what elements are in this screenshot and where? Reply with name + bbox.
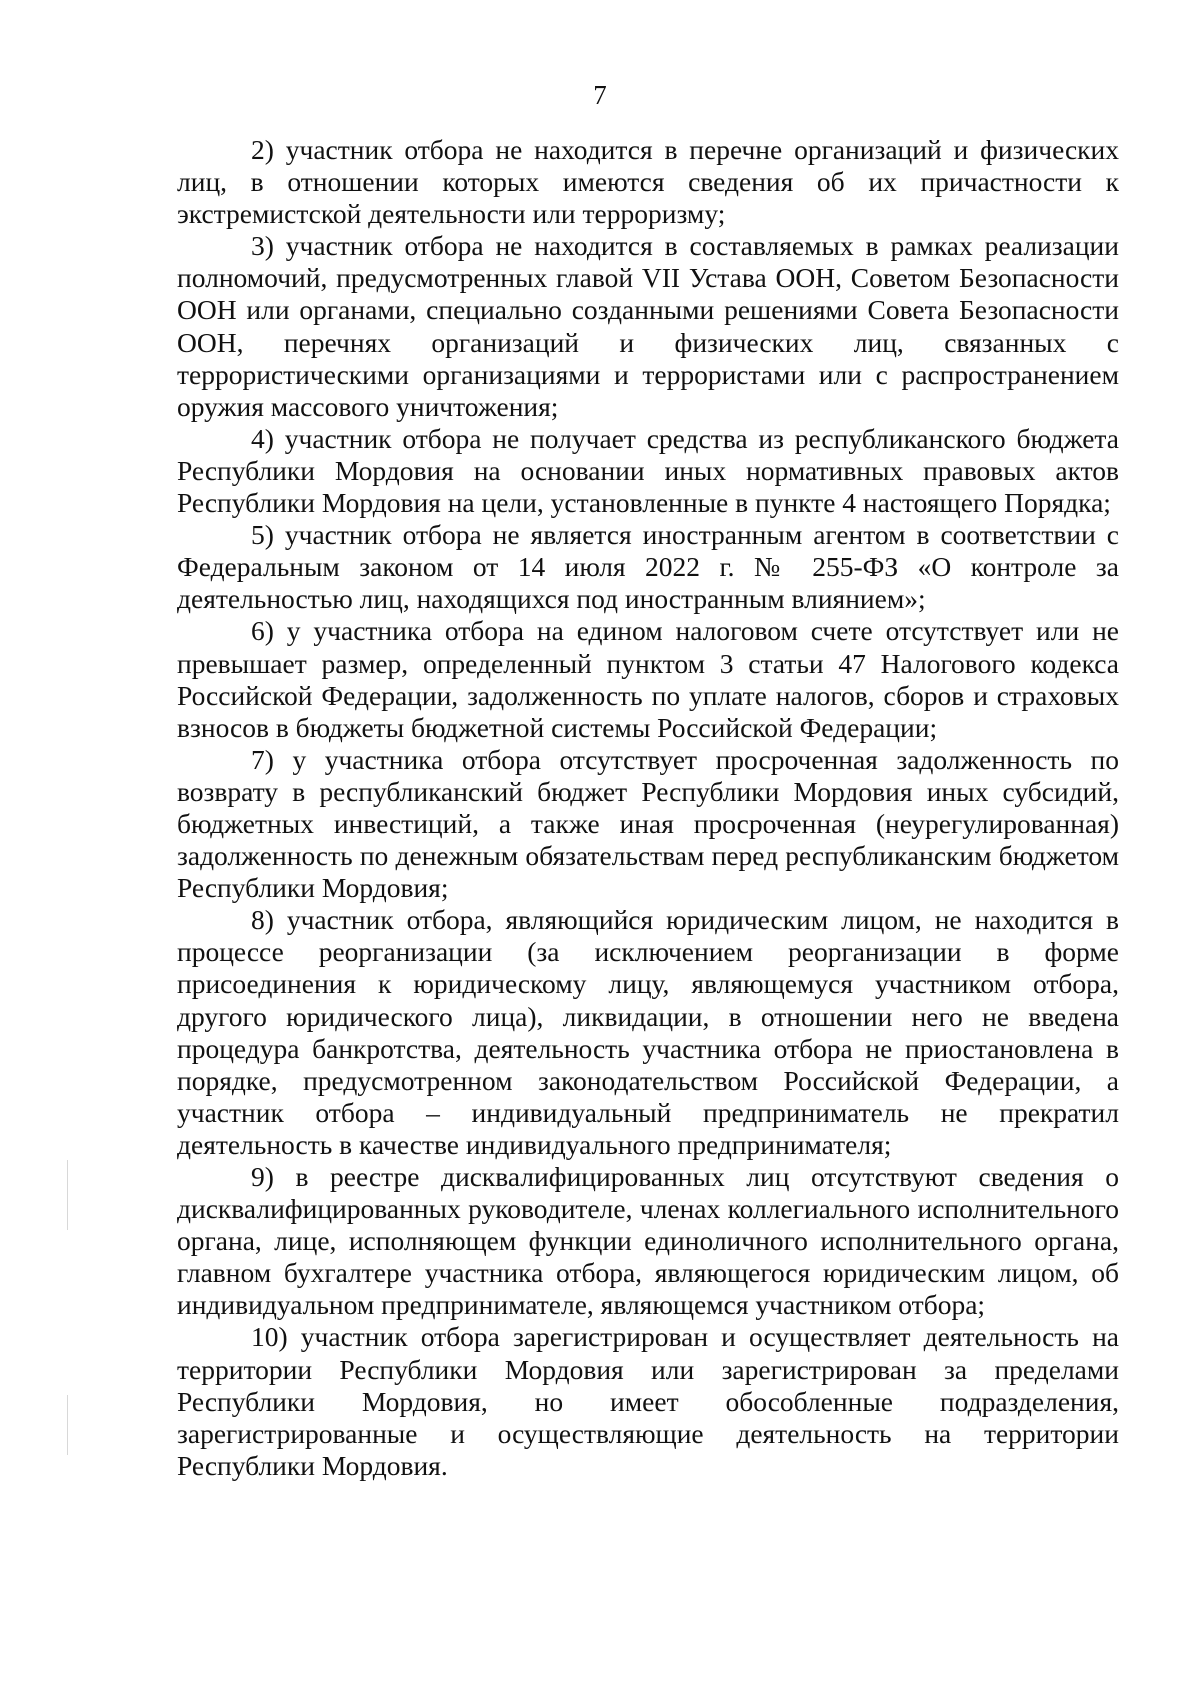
page-number: 7: [593, 80, 607, 110]
paragraph-item-5: 5) участник отбора не является иностранным агентом в соответствии с Федеральным законом от 14 июля 2022 г. № 255-ФЗ «О контроле за деятельностью лиц, находящихся под иностранным влиянием»;: [177, 519, 1119, 615]
paragraph-item-3: 3) участник отбора не находится в составляемых в рамках реализации полномочий, предусмотренных главой VII Устава ООН, Советом Безопасности ООН или органами, специально созданными решениями Совета Безопасности ООН, перечнях организаций и физических лиц, связанных с террористическими организациями и террористами или с распространением оружия массового уничтожения;: [177, 230, 1119, 422]
document-body: [177, 134, 1119, 1482]
scan-artifact-line: [67, 1395, 68, 1455]
paragraph-item-7: 7) у участника отбора отсутствует просроченная задолженность по возврату в республиканский бюджет Республики Мордовия иных субсидий, бюджетных инвестиций, а также иная просроченная (неурегулированная) задолженность по денежным обязательствам перед республиканским бюджетом Республики Мордовия;: [177, 743, 1119, 904]
paragraph-item-2: 2) участник отбора не находится в перечне организаций и физических лиц, в отношении которых имеются сведения об их причастности к экстремистской деятельности или терроризму;: [177, 134, 1119, 230]
paragraph-item-4: 4) участник отбора не получает средства из республиканского бюджета Республики Мордовия на основании иных нормативных правовых актов Республики Мордовия на цели, установленные в пункте 4 настоящего Порядка;: [177, 422, 1119, 519]
paragraph-item-8: 8) участник отбора, являющийся юридическим лицом, не находится в процессе реорганизации (за исключением реорганизации в форме присоединения к юридическому лицу, являющемуся участником отбора, другого юридического лица), ликвидации, в отношении него не введена процедура банкротства, деятельность участника отбора не приостановлена в порядке, предусмотренном законодательством Российской Федерации, а участник отбора – индивидуальный предприниматель не прекратил деятельность в качестве индивидуального предпринимателя;: [177, 904, 1119, 1160]
scan-artifact-line: [67, 1160, 68, 1230]
paragraph-item-6: 6) у участника отбора на едином налоговом счете отсутствует или не превышает размер, определенный пунктом 3 статьи 47 Налогового кодекса Российской Федерации, задолженность по уплате налогов, сборов и страховых взносов в бюджеты бюджетной системы Российской Федерации;: [177, 615, 1119, 743]
paragraph-item-10: 10) участник отбора зарегистрирован и осуществляет деятельность на территории Республики Мордовия или зарегистрирован за пределами Республики Мордовия, но имеет обособленные подразделения, зарегистрированные и осуществляющие деятельность на территории Республики Мордовия.: [177, 1321, 1119, 1481]
paragraph-item-9: 9) в реестре дисквалифицированных лиц отсутствуют сведения о дисквалифицированных руководителе, членах коллегиального исполнительного органа, лице, исполняющем функции единоличного исполнительного органа, главном бухгалтере участника отбора, являющегося юридическим лицом, об индивидуальном предпринимателе, являющемся участником отбора;: [177, 1161, 1119, 1321]
